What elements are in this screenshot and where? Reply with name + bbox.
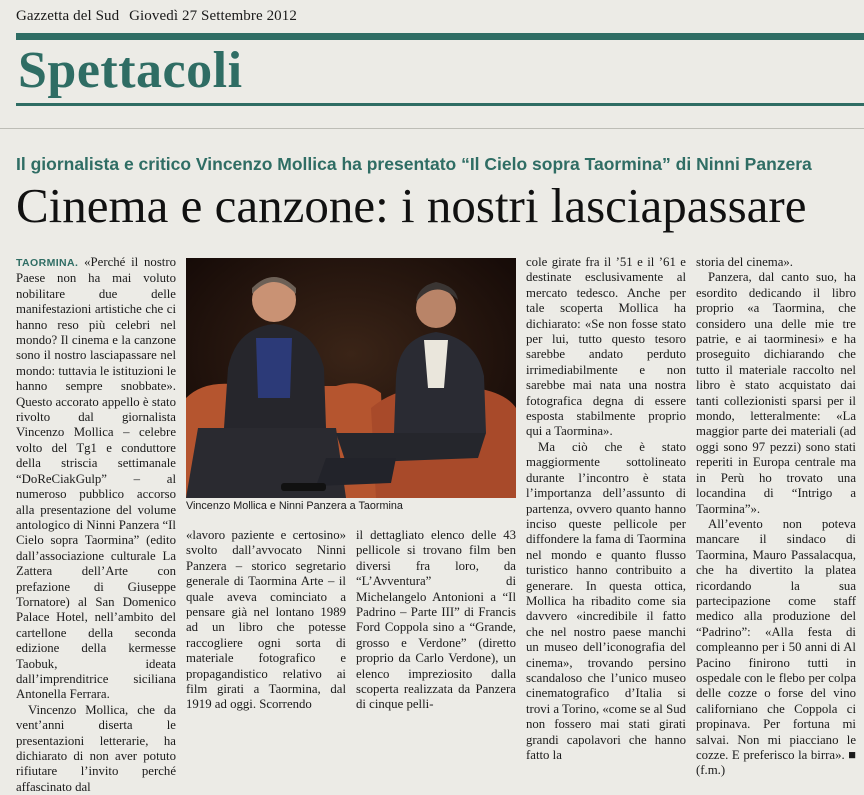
- article-column-3: [356, 528, 516, 712]
- article-photo: [186, 258, 516, 498]
- article-column-2: [186, 528, 346, 712]
- article-kicker: Il giornalista e critico Vincenzo Mollica ha presentato “Il Cielo sopra Taormina” di Ninni Panzera: [16, 154, 812, 174]
- page-fold: [0, 128, 864, 129]
- section-rule: [16, 103, 864, 106]
- top-rule: [16, 33, 864, 40]
- paragraph: storia del cinema».: [696, 255, 794, 269]
- paragraph: Vincenzo Mollica, che da vent’anni diserta le presentazioni letterarie, ha dichiarato di non aver potuto rifiutare l’invito perché affascinato dal: [16, 702, 176, 794]
- article-column-4: [526, 255, 686, 762]
- article-column-5: [696, 255, 856, 778]
- issue-date: Giovedì 27 Settembre 2012: [129, 8, 297, 24]
- paragraph: All’evento non poteva mancare il sindaco di Taormina, Mauro Passalacqua, che ha divertito la platea ricordando la sua partecipazione come staff medico alla produzione del “Padrino”: «Alla festa di compleanno per i 50 anni di Al Pacino finirono tutti in ospedale con le flebo per colpa delle cozze o forse del vino californiano che Coppola ci propinava. Per fortuna mi salvai. Non mi piacciano le cozze. E preferisco la birra». ■ (f.m.): [696, 516, 856, 778]
- paragraph: «lavoro paziente e certosino» svolto dall’avvocato Ninni Panzera – storico segretario generale di Taormina Arte – il quale aveva cominciato a pensare già nel lontano 1989 ad un libro che potesse raccogliere ogni sorta di materiale fotografico e propagandistico relativo ai film girati a Taormina, dal 1919 ad oggi. Scorrendo: [186, 528, 346, 712]
- masthead: [16, 8, 297, 25]
- section-title: Spettacoli: [18, 42, 243, 99]
- article-headline: Cinema e canzone: i nostri lasciapassare: [16, 178, 807, 233]
- paragraph: cole girate fra il ’51 e il ’61 e destinate esclusivamente al mercato tedesco. Anche per tale scoperta Mollica ha dichiarato: «Se non fosse stato per lui, tutto questo tesoro sarebbe andato perduto irrimediabilmente e non sarebbe mai nata una nostra fotografica degna di essere esposta stabilmente proprio qui a Taormina».: [526, 255, 686, 439]
- paragraph: Panzera, dal canto suo, ha esordito dedicando il libro proprio «a Taormina, che considero una delle mie tre patrie, e ai taorminesi» e ha proseguito dichiarando che tutto il materiale raccolto nel libro è stato acquistato dai tanti collezionisti sparsi per il mondo, letteralmente: «La maggior parte dei materiali (ad oggi sono 97 pezzi) sono stati reperiti in Europa centrale ma in Perù ho trovato una locandina di “Intrigo a Taormina”».: [696, 270, 856, 516]
- photo-illustration: [186, 258, 516, 498]
- paragraph: Ma ciò che è stato maggiormente sottolineato durante l’incontro è stata l’importanza dell’assunto di partenza, ovvero quanto hanno inciso queste pellicole per diffondere la fama di Taormina nel mondo e quanto flusso turistico hanno contribuito a generare. In questa ottica, Mollica ha ribadito come sia davvero «incredibile il fatto che nel nostro paese manchi un museo dell’iconografia del cinema», trovando persino scandaloso che l’unico museo cinematografico d’Italia si trovi a Torino, «come se al Sud non fossero mai stati girati grandi capolavori che hanno fatto la: [526, 439, 686, 762]
- newspaper-name: Gazzetta del Sud: [16, 8, 120, 24]
- photo-caption: Vincenzo Mollica e Ninni Panzera a Taormina: [186, 500, 403, 512]
- paragraph: «Perché il nostro Paese non ha mai voluto nobilitare due delle manifestazioni artistiche che ci hanno reso più celebri nel mondo? Il cinema e la canzone sono il nostro lasciapassare nel mondo: tuttavia le istituzioni le hanno sempre snobbate». Questo accorato appello è stato rivolto dal giornalista Vincenzo Mollica – celebre volto del Tg1 e conduttore della striscia settimanale “DoReCiakGulp” – al numeroso pubblico accorso alla presentazione del volume antologico di Ninni Panzera “Il Cielo sopra Taormina” (edito dall’associazione culturale La Zattera dell’Arte con prefazione di Giuseppe Tornatore) al San Domenico Palace Hotel, nell’ambito del cartellone della seconda edizione della kermesse Taobuk, ideata dall’imprenditrice siciliana Antonella Ferrara.: [16, 255, 177, 702]
- paragraph: il dettagliato elenco delle 43 pellicole si trovano film ben diversi fra loro, da “L’Avventura” di Michelangelo Antonioni a “Il Padrino – Parte III” di Francis Ford Coppola sino a “Grande, grosso e Verdone” (diretto proprio da Carlo Verdone), un elenco impreziosito dalla scoperta realizzata da Panzera di cinque pelli-: [356, 528, 516, 712]
- article-column-1: [16, 255, 177, 794]
- dateline: TAORMINA.: [16, 257, 79, 269]
